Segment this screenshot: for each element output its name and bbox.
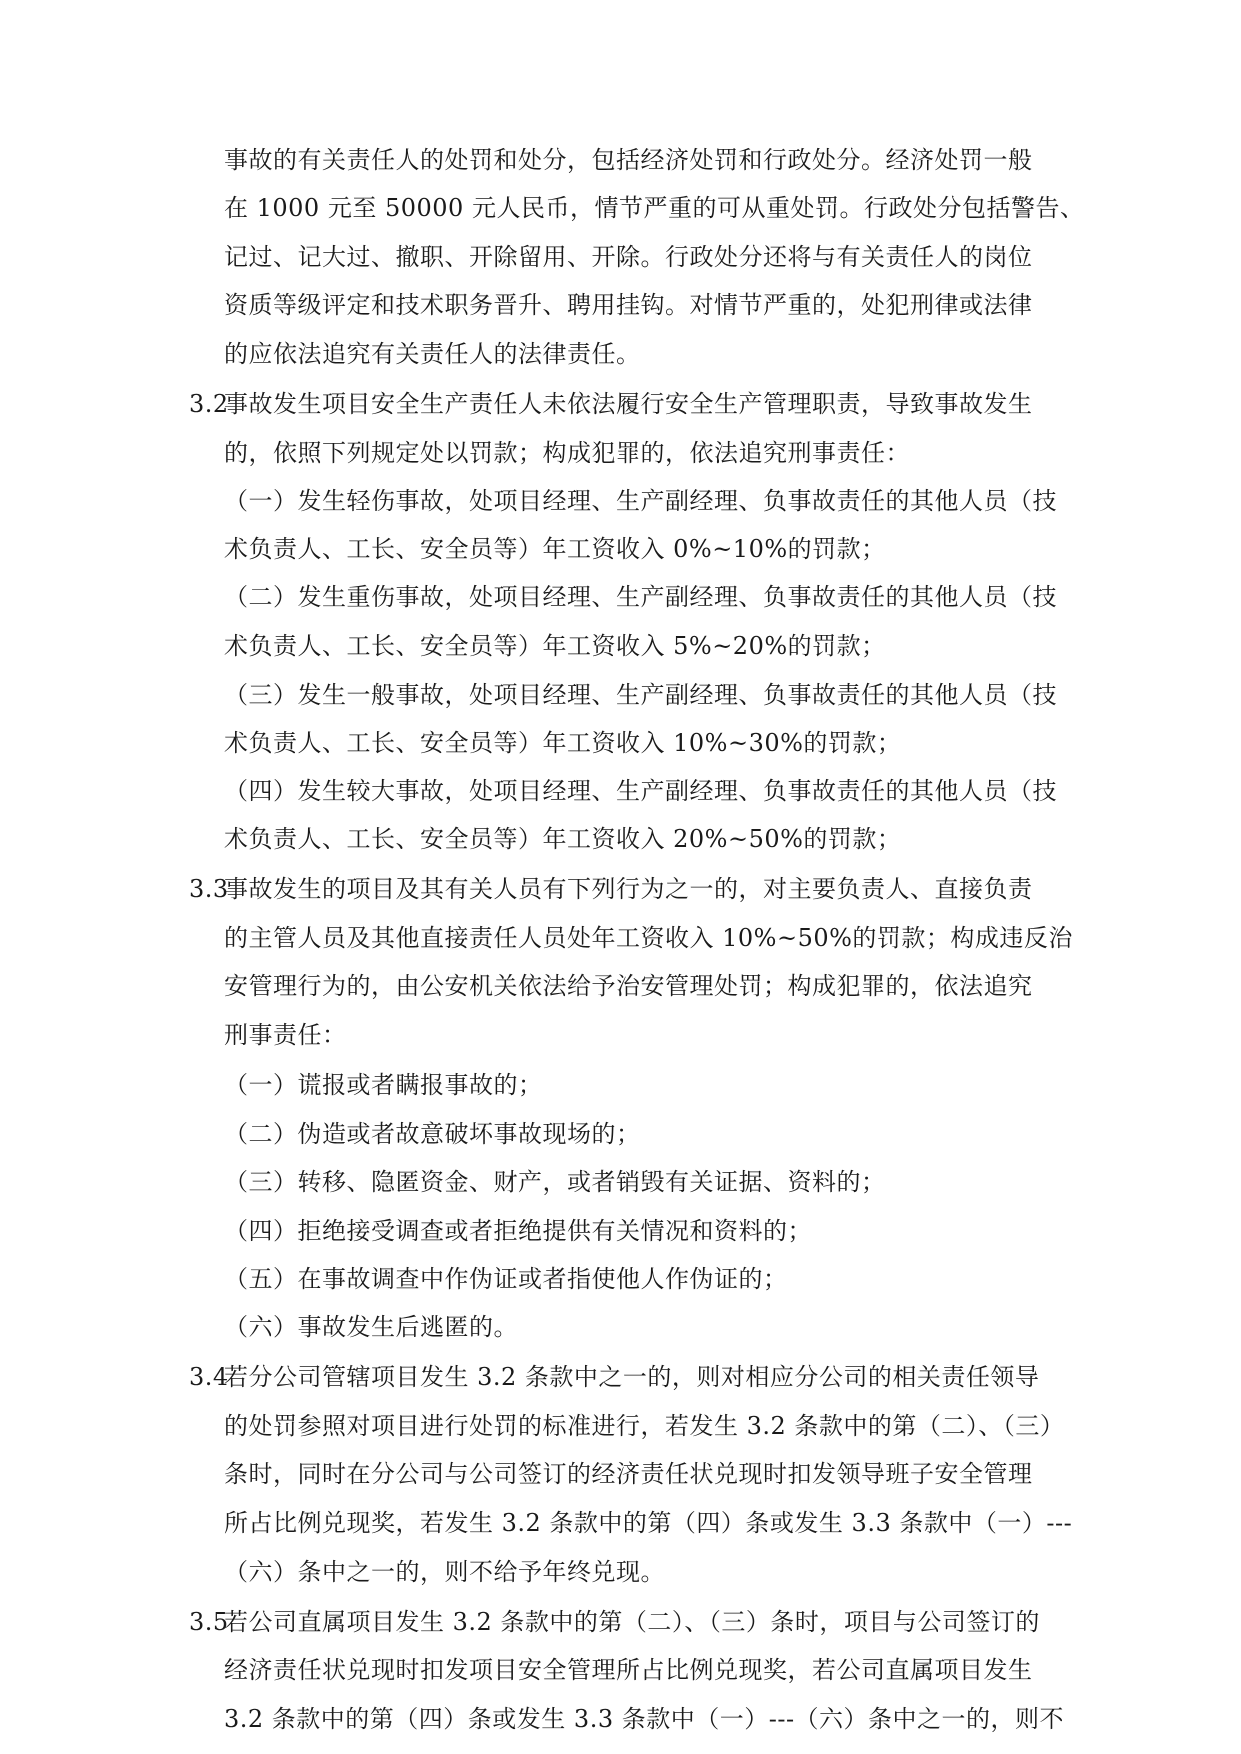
- line-text: 若分公司管辖项目发生 3.2 条款中之一的，则对相应分公司的相关责任领导: [224, 1363, 1040, 1391]
- line-text: 条时，同时在分公司与公司签订的经济责任状兑现时扣发领导班子安全管理: [224, 1460, 1033, 1488]
- line-text: 3.2 条款中的第（四）条或发生 3.3 条款中（一）---（六）条中之一的，则不: [224, 1705, 1065, 1733]
- line-text: 刑事责任：: [224, 1021, 347, 1049]
- line-text: 在 1000 元至 50000 元人民币，情节严重的可从重处罚。行政处分包括警告、: [224, 194, 1085, 222]
- line-text: （三）发生一般事故，处项目经理、生产副经理、负事故责任的其他人员（技: [224, 681, 1057, 709]
- line-text: 若公司直属项目发生 3.2 条款中的第（二）、（三）条时，项目与公司签订的: [224, 1608, 1040, 1636]
- line-text: （六）事故发生后逃匿的。: [224, 1313, 518, 1341]
- clause-number: 3.2: [189, 390, 229, 418]
- line-text: （六）条中之一的，则不给予年终兑现。: [224, 1558, 665, 1586]
- line-text: 的主管人员及其他直接责任人员处年工资收入 10%~50%的罚款；构成违反治: [224, 924, 1073, 952]
- clause-number: 3.3: [189, 875, 229, 903]
- clause-number: 3.4: [189, 1363, 229, 1391]
- line-text: （四）拒绝接受调查或者拒绝提供有关情况和资料的；: [224, 1217, 812, 1245]
- line-text: 术负责人、工长、安全员等）年工资收入 0%~10%的罚款；: [224, 535, 886, 563]
- line-text: （二）伪造或者故意破坏事故现场的；: [224, 1120, 641, 1148]
- line-text: 事故发生的项目及其有关人员有下列行为之一的，对主要负责人、直接负责: [224, 875, 1033, 903]
- line-text: （五）在事故调查中作伪证或者指使他人作伪证的；: [224, 1265, 788, 1293]
- line-text: （一）发生轻伤事故，处项目经理、生产副经理、负事故责任的其他人员（技: [224, 487, 1057, 515]
- clause-number: 3.5: [189, 1608, 229, 1636]
- line-text: 术负责人、工长、安全员等）年工资收入 20%~50%的罚款；: [224, 825, 902, 853]
- line-text: 记过、记大过、撤职、开除留用、开除。行政处分还将与有关责任人的岗位: [224, 243, 1033, 271]
- line-text: 资质等级评定和技术职务晋升、聘用挂钩。对情节严重的，处犯刑律或法律: [224, 291, 1033, 319]
- line-text: （二）发生重伤事故，处项目经理、生产副经理、负事故责任的其他人员（技: [224, 583, 1057, 611]
- line-text: 经济责任状兑现时扣发项目安全管理所占比例兑现奖，若公司直属项目发生: [224, 1656, 1033, 1684]
- line-text: 事故发生项目安全生产责任人未依法履行安全生产管理职责，导致事故发生: [224, 390, 1033, 418]
- line-text: （三）转移、隐匿资金、财产，或者销毁有关证据、资料的；: [224, 1168, 886, 1196]
- line-text: （一）谎报或者瞒报事故的；: [224, 1071, 543, 1099]
- line-text: （四）发生较大事故，处项目经理、生产副经理、负事故责任的其他人员（技: [224, 777, 1057, 805]
- line-text: 所占比例兑现奖，若发生 3.2 条款中的第（四）条或发生 3.3 条款中（一）---: [224, 1509, 1073, 1537]
- line-text: 事故的有关责任人的处罚和处分，包括经济处罚和行政处分。经济处罚一般: [224, 146, 1033, 174]
- line-text: 术负责人、工长、安全员等）年工资收入 10%~30%的罚款；: [224, 729, 902, 757]
- line-text: 的应依法追究有关责任人的法律责任。: [224, 340, 641, 368]
- line-text: 的，依照下列规定处以罚款；构成犯罪的，依法追究刑事责任：: [224, 439, 910, 467]
- line-text: 的处罚参照对项目进行处罚的标准进行，若发生 3.2 条款中的第（二）、（三）: [224, 1412, 1065, 1440]
- line-text: 安管理行为的，由公安机关依法给予治安管理处罚；构成犯罪的，依法追究: [224, 972, 1033, 1000]
- line-text: 术负责人、工长、安全员等）年工资收入 5%~20%的罚款；: [224, 632, 886, 660]
